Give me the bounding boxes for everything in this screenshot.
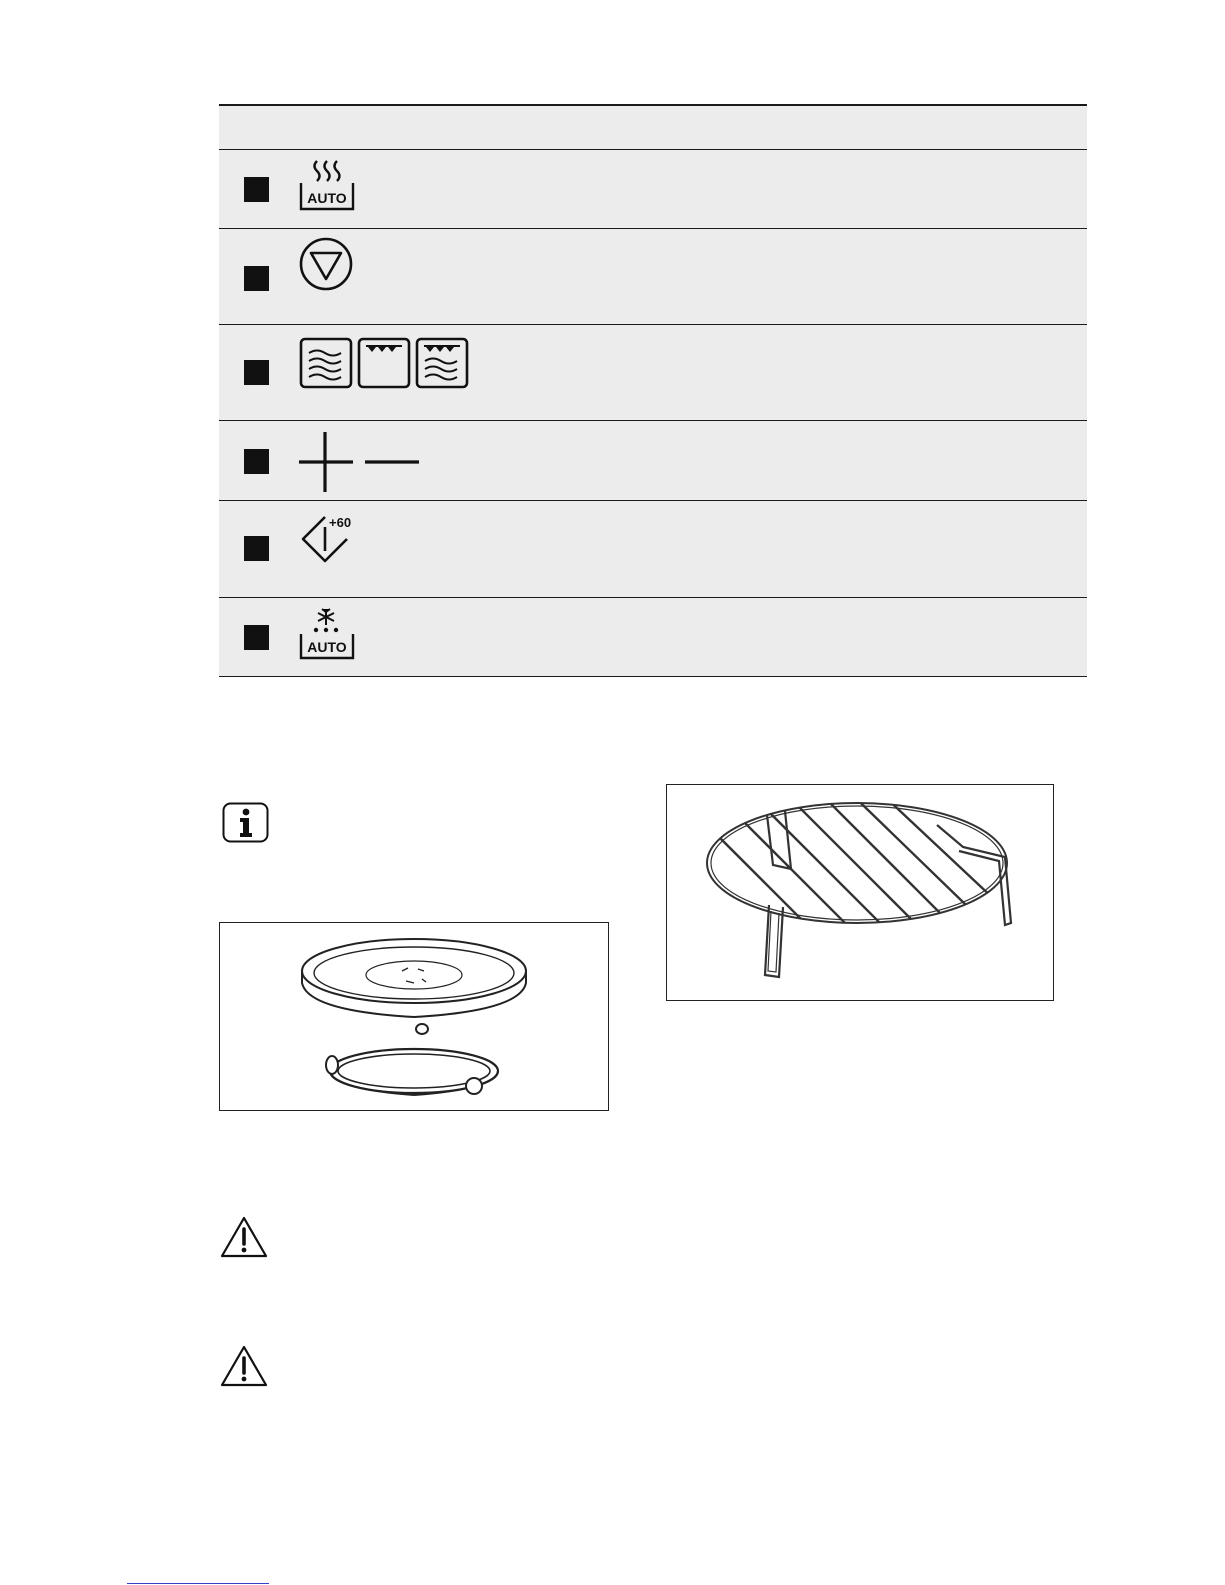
table-header-row: [219, 106, 1087, 150]
row-marker: [244, 266, 269, 291]
auto-label: AUTO: [307, 190, 347, 206]
table-row: [219, 421, 1087, 501]
grill-rack-figure: [666, 784, 1054, 1001]
table-row: [219, 150, 1087, 229]
row-marker: [244, 536, 269, 561]
row-marker: [244, 625, 269, 650]
table-row: [219, 598, 1087, 676]
info-icon: [222, 802, 270, 844]
row-marker: [244, 177, 269, 202]
microwave-grill-combi-icons: [299, 337, 471, 391]
auto-cook-icon: [299, 157, 359, 215]
row-marker: [244, 360, 269, 385]
microwave-icon: [301, 339, 351, 387]
warning-icon: [220, 1344, 270, 1388]
control-panel-table: [219, 104, 1087, 677]
turntable-figure: [219, 922, 609, 1111]
row-marker: [244, 449, 269, 474]
warning-icon: [220, 1215, 270, 1259]
grill-icon: [359, 339, 409, 387]
start-plus-60-icon: [299, 511, 363, 569]
plus-icon: [299, 432, 353, 492]
footer-link-underline: [127, 1583, 269, 1584]
table-row: [219, 501, 1087, 598]
auto-label: AUTO: [307, 639, 347, 655]
plus-60-label: +60: [329, 515, 352, 530]
grill-rack-illustration: [667, 785, 1053, 1000]
plus-minus-icons: [299, 429, 423, 495]
table-row: [219, 325, 1087, 421]
combi-icon: [417, 339, 467, 387]
start-triangle-icon: [299, 237, 355, 295]
table-row: [219, 229, 1087, 325]
auto-defrost-icon: [299, 606, 359, 664]
turntable-illustration: [220, 923, 608, 1110]
